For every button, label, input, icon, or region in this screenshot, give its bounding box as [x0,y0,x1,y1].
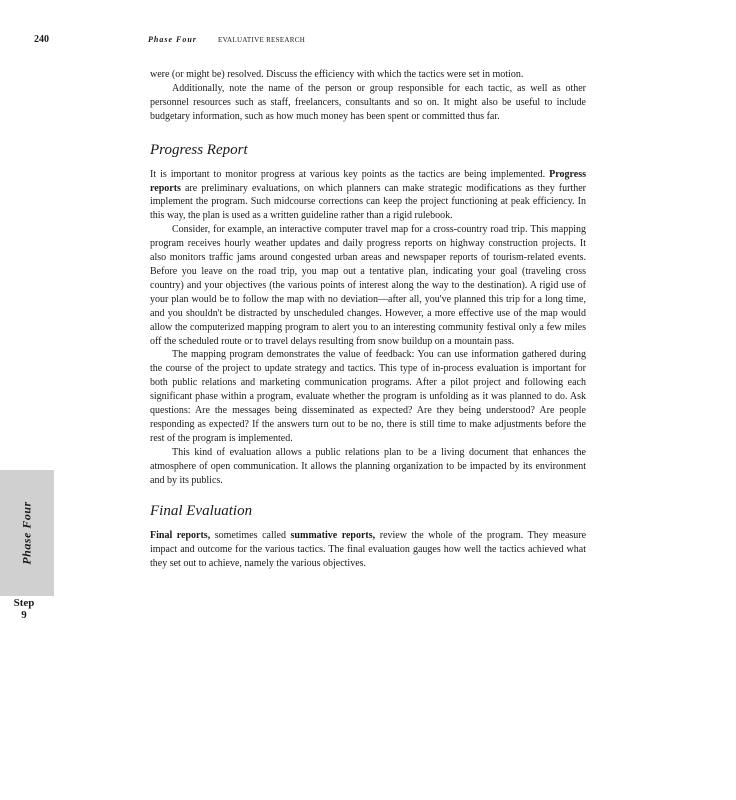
final-reports-rest: review the whole of the program. They measure impact and outcome for the various tactics. The final evaluation gauges how well the tactics achieved what they set out to achieve, namely the various objectives. [150,530,587,570]
paragraph-feedback: The mapping program demonstrates the value of feedback: You can use information gathered during the course of the project to update strategy and tactics. This type of in-process evaluation is important for both public relations and marketing communication programs. After a pilot project and following each significant phase within a program, evaluate whether the program is unfolding as it was planned to do. Ask questions: Are the messages being disseminated as expected? Are they being understood? Are people responding as expected? If the answers turn out to be no, there is still time to make adjustments before the rest of the program is implemented. [150,349,586,444]
step-label [0,597,48,621]
phase-side-tab [0,470,54,596]
running-head-title: EVALUATIVE RESEARCH [218,36,306,44]
paragraph-living-document: This kind of evaluation allows a public relations plan to be a living document that enhances the atmosphere of open communication. It allows the planning organization to be impacted by its environment and by its publics. [150,446,586,486]
paragraph-final-reports [150,529,586,571]
body-text [150,68,586,571]
running-head-part: Phase Four [148,35,197,44]
paragraph-continued: were (or might be) resolved. Discuss the efficiency with which the tactics were set in motion. [150,69,524,80]
step-number: 9 [21,609,27,621]
final-evaluation-heading: Final Evaluation [150,503,253,520]
progress-intro-start: It is important to monitor progress at various key points as the tactics are being implemented. [150,168,546,180]
paragraph-travel-map: Consider, for example, an interactive computer travel map for a cross-country road trip. This mapping program receives hourly weather updates and daily progress reports on highway construction projects. It also monitors traffic jams around congested urban areas and newspaper reports of tourism-related events. Before you leave on the road trip, you map out a tentative plan, indicating your goal (traveling cross country) and your objectives (the various points of interest along the way to the destination). A rigid use of your plan would be to follow the map with no deviation—after all, you've planned this trip for a long time, and you shouldn't be distracted by unscheduled changes. However, a more effective use of the map would allow the computerized mapping program to alert you to an interesting community festival only a few miles off the scheduled route or to travel delays resulting from snow buildup on a mountain pass. [150,224,586,347]
progress-intro-rest: are preliminary evaluations, on which planners can make strategic modifications as they further implement the program. Such midcourse corrections can keep the project functioning at peak efficiency. In this way, the plan is used as a written guideline rather than a rigid rulebook. [150,182,586,222]
paragraph-personnel: Additionally, note the name of the person or group responsible for each tactic, as well as other personnel resources such as staff, freelancers, consultants and so on. It might also be useful to include budgetary information, such as how much money has been spent or committed thus far. [150,82,586,122]
progress-report-heading: Progress Report [150,141,248,158]
step-word: Step [13,597,35,609]
paragraph-progress-intro [150,168,586,224]
running-head [34,33,594,47]
page-number: 240 [34,34,49,45]
phase-side-tab-label: Phase Four [19,501,34,565]
final-reports-mid: sometimes called [214,530,286,542]
term-final-reports: Final reports, [150,530,211,542]
term-summative-reports: summative reports, [290,530,376,542]
term-progress-reports: Progress reports [150,168,587,194]
